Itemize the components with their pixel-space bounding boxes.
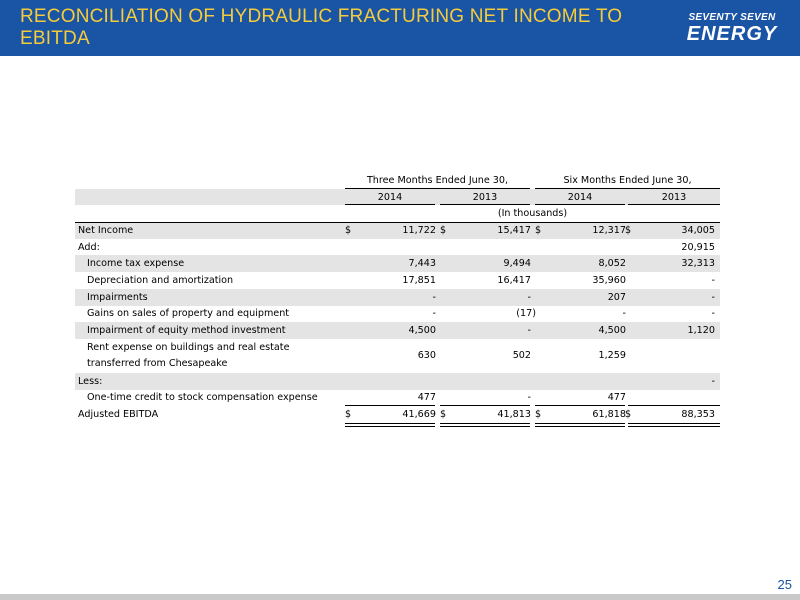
row-label: Depreciation and amortization — [87, 274, 234, 286]
cell-value: 41,669 — [402, 409, 436, 421]
row-label — [87, 339, 349, 373]
header-bar — [0, 0, 800, 56]
table-row-one-time-credit — [75, 390, 720, 407]
cell-value: 7,443 — [408, 258, 436, 270]
cell-value: - — [527, 325, 531, 337]
page-number: 25 — [777, 577, 792, 592]
table-row-gains — [75, 306, 720, 323]
cell-value: 88,353 — [681, 409, 715, 421]
currency-symbol: $ — [625, 409, 632, 421]
cell-value: 35,960 — [592, 274, 626, 286]
row-label-line: Rent expense on buildings and real estate — [87, 341, 290, 353]
currency-symbol: $ — [440, 409, 447, 421]
table-row-impairments — [75, 289, 720, 306]
row-label: One-time credit to stock compensation expense — [87, 392, 318, 404]
year-header: 2014 — [567, 191, 593, 203]
year-header: 2014 — [377, 191, 403, 203]
row-label: Impairment of equity method investment — [87, 325, 286, 337]
table-row-add — [75, 239, 720, 256]
cell-value — [625, 390, 715, 407]
cell-value: 4,500 — [598, 325, 626, 337]
cell-value: 477 — [417, 392, 436, 404]
cell-value: - — [527, 291, 531, 303]
table-row-adjusted-ebitda — [75, 406, 720, 423]
cell-value: - — [622, 308, 626, 320]
table-row-depreciation — [75, 272, 720, 289]
title-line-1: RECONCILIATION OF HYDRAULIC FRACTURING NET INCOME TO — [20, 6, 623, 27]
table-row-less — [75, 373, 720, 390]
cell-value: 8,052 — [598, 258, 626, 270]
cell-value: 41,813 — [497, 409, 531, 421]
currency-symbol: $ — [440, 224, 447, 236]
cell-value: - — [711, 375, 715, 387]
row-label: Net Income — [78, 224, 134, 236]
cell-value: 1,120 — [687, 325, 715, 337]
cell-value: 9,494 — [503, 258, 531, 270]
table-row-equity-impairment — [75, 322, 720, 339]
table-row-net-income — [75, 222, 720, 239]
cell-value: 4,500 — [408, 325, 436, 337]
group-header-three-months: Three Months Ended June 30, — [366, 174, 509, 186]
table-units-row — [75, 205, 720, 222]
cell-value: - — [432, 308, 436, 320]
row-label: Impairments — [87, 291, 148, 303]
logo-bottom-text: ENERGY — [686, 23, 778, 45]
row-label: Adjusted EBITDA — [78, 409, 159, 421]
title-line-2: EBITDA — [20, 28, 90, 49]
company-logo — [682, 12, 782, 45]
cell-value: 11,722 — [402, 224, 436, 236]
cell-value: 502 — [512, 350, 531, 362]
cell-value: - — [711, 274, 715, 286]
units-label: (In thousands) — [497, 208, 568, 220]
reconciliation-table — [75, 172, 720, 423]
cell-value: 207 — [607, 291, 626, 303]
group-header-six-months: Six Months Ended June 30, — [563, 174, 692, 186]
cell-value: 61,818 — [592, 409, 626, 421]
cell-value — [625, 339, 715, 373]
cell-value: 34,005 — [681, 224, 715, 236]
currency-symbol: $ — [345, 409, 352, 421]
row-label: Less: — [78, 375, 103, 387]
currency-symbol: $ — [625, 224, 632, 236]
cell-value: 17,851 — [402, 274, 436, 286]
table-group-header-row — [75, 172, 720, 189]
cell-value: 32,313 — [681, 258, 715, 270]
page-title — [20, 6, 680, 50]
row-label: Gains on sales of property and equipment — [87, 308, 290, 320]
logo-top-text: SEVENTY SEVEN — [688, 12, 776, 23]
row-label: Add: — [78, 241, 100, 253]
year-header: 2013 — [472, 191, 498, 203]
cell-value: 1,259 — [598, 350, 626, 362]
cell-value: - — [711, 291, 715, 303]
table-row-rent — [75, 339, 720, 373]
table-row-income-tax — [75, 255, 720, 272]
cell-value: - — [527, 392, 531, 404]
footer-bar — [0, 594, 800, 600]
cell-value: 16,417 — [497, 274, 531, 286]
cell-value: (17) — [516, 308, 536, 320]
cell-value: 12,317 — [592, 224, 626, 236]
currency-symbol: $ — [345, 224, 352, 236]
cell-value: 630 — [417, 350, 436, 362]
table-year-header-row — [75, 189, 720, 206]
cell-value: - — [711, 308, 715, 320]
currency-symbol: $ — [535, 224, 542, 236]
currency-symbol: $ — [535, 409, 542, 421]
cell-value: 15,417 — [497, 224, 531, 236]
row-label-line: transferred from Chesapeake — [87, 357, 228, 369]
cell-value: 20,915 — [681, 241, 715, 253]
cell-value: - — [432, 291, 436, 303]
cell-value: 477 — [607, 392, 626, 404]
row-label: Income tax expense — [87, 258, 185, 270]
year-header: 2013 — [661, 191, 687, 203]
